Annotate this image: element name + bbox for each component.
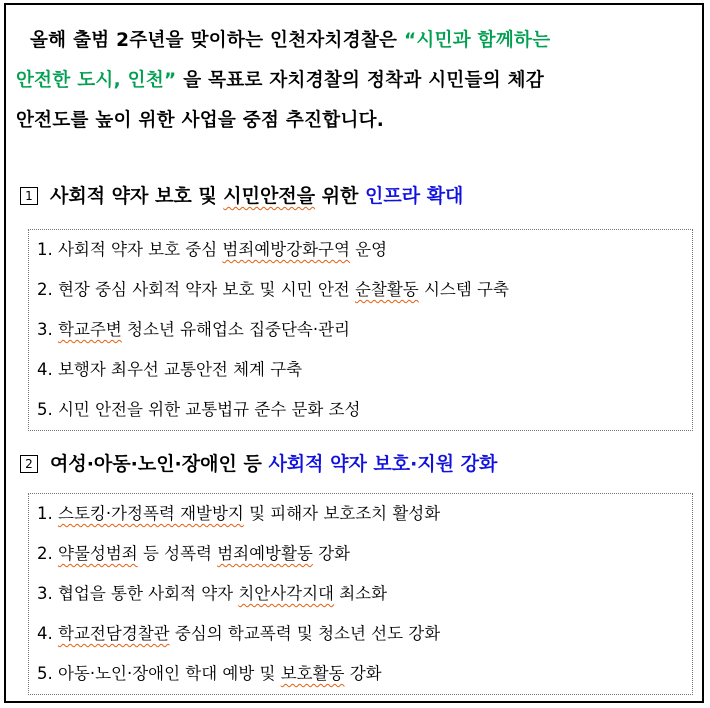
item-text: 4. 보행자 최우선 교통안전 체계 구축 (37, 360, 303, 379)
item-text: 청소년 유해업소 집중단속·관리 (121, 320, 350, 339)
heading-text: 위한 (315, 185, 366, 207)
item-text: 강화 (312, 544, 350, 563)
list-item (29, 534, 692, 574)
item-text: 3. 협업을 통한 사회적 약자 (37, 584, 239, 603)
item-text: 운영 (349, 240, 388, 259)
intro-paragraph (16, 21, 696, 141)
heading-highlight: 인프라 확대 (365, 185, 464, 207)
item-underlined-text: 학교주변 (58, 320, 122, 339)
item-text: 중심의 학교폭력 및 청소년 선도 강화 (169, 624, 441, 643)
section-heading-2 (20, 449, 497, 476)
item-text: 시스템 구축 (418, 280, 509, 299)
list-item (29, 270, 692, 310)
section-1-list (28, 229, 693, 431)
item-underlined-text: 약물성범죄 (58, 544, 138, 563)
list-item (29, 310, 692, 350)
intro-text: 을 목표로 자치경찰의 정착과 시민들의 체감 (176, 70, 544, 91)
item-text: 1. 사회적 약자 보호 중심 (37, 240, 223, 259)
item-underlined-text: 치안사각지대 (238, 584, 334, 603)
list-item (29, 654, 692, 694)
item-underlined-text: 범죄예방강화구역 (222, 240, 350, 259)
item-text: 3. (37, 320, 58, 339)
item-text: 강화 (344, 664, 382, 683)
intro-slogan: “시민과 함께하는 (403, 30, 551, 51)
item-text: 및 피해자 보호조치 활성화 (243, 504, 441, 523)
section-number-box: 2 (20, 455, 38, 473)
item-underlined-text: 순찰활동 (354, 280, 419, 299)
list-item (29, 614, 692, 654)
section-heading-1 (20, 181, 463, 208)
intro-text: 올해 출범 2주년을 맞이하는 인천자치경찰은 (30, 30, 404, 51)
list-item (29, 574, 692, 614)
section-number-box: 1 (20, 187, 38, 205)
item-text: 2. 현장 중심 사회적 약자 보호 및 시민 안전 (37, 280, 355, 299)
item-underlined-text: 범죄예방활동 (217, 544, 313, 563)
list-item (29, 390, 692, 430)
item-text: 4. (37, 624, 58, 643)
item-text: 1. (37, 504, 58, 523)
item-underlined-text: 스토킹·가정폭력 재발방지 (58, 504, 244, 523)
item-text: 등 성폭력 (137, 544, 218, 563)
item-underlined-text: 보호활동 (280, 664, 345, 683)
item-text: 2. (37, 544, 58, 563)
section-2-list (28, 493, 693, 695)
list-item (29, 230, 692, 270)
item-text: 최소화 (334, 584, 388, 603)
item-text: 5. 시민 안전을 위한 교통법규 준수 문화 조성 (37, 400, 361, 419)
heading-text: 사회적 약자 보호 및 (50, 185, 224, 207)
heading-highlight: 사회적 약자 보호·지원 강화 (268, 453, 498, 475)
item-underlined-text: 학교전담경찰관 (58, 624, 170, 643)
list-item (29, 494, 692, 534)
intro-text: 안전도를 높이 위한 사업을 중점 추진합니다. (16, 110, 385, 131)
document-frame (4, 3, 704, 703)
intro-slogan-cont: 안전한 도시, 인천” (16, 70, 177, 91)
heading-underlined-text: 시민안전을 (223, 185, 316, 207)
item-text: 5. 아동·노인·장애인 학대 예방 및 (37, 664, 281, 683)
list-item (29, 350, 692, 390)
heading-text: 여성·아동·노인·장애인 등 (50, 453, 269, 475)
